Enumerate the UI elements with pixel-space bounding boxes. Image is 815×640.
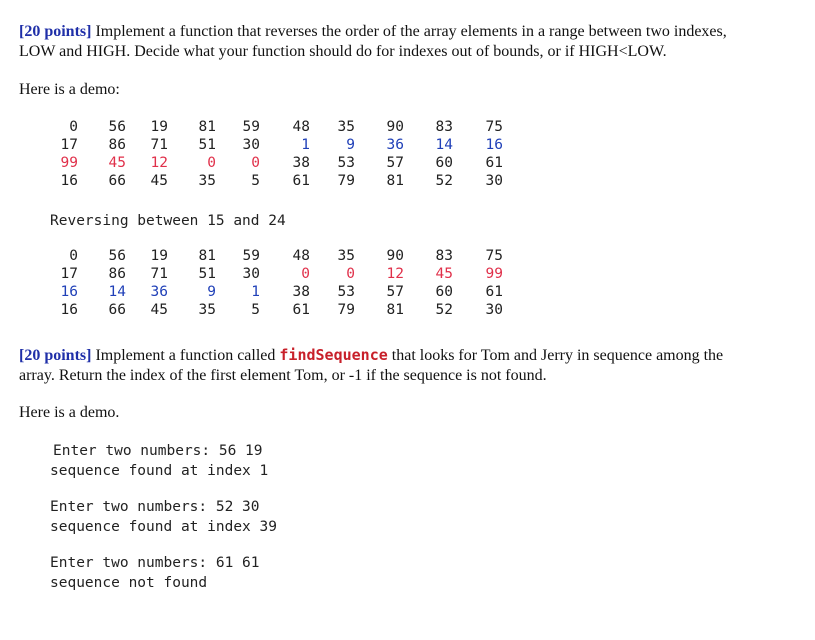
demo-line: sequence found at index 39 <box>50 519 277 535</box>
array-cell: 36 <box>386 137 404 153</box>
array-cell: 59 <box>242 248 260 264</box>
problem1-statement <box>19 22 727 62</box>
array-cell: 52 <box>435 173 453 189</box>
array-cell: 16 <box>60 173 78 189</box>
array-cell: 48 <box>292 248 310 264</box>
array-cell: 1 <box>301 137 310 153</box>
array-cell: 30 <box>242 266 260 282</box>
array-cell: 38 <box>292 284 310 300</box>
array-cell: 57 <box>386 284 404 300</box>
array-cell: 12 <box>150 155 168 171</box>
array-cell: 81 <box>386 173 404 189</box>
array-cell: 66 <box>108 173 126 189</box>
problem2-points: [20 points] <box>19 347 92 364</box>
demo-line: Enter two numbers: 61 61 <box>50 555 260 571</box>
array-cell: 75 <box>485 248 503 264</box>
array-cell: 59 <box>242 119 260 135</box>
array-cell: 45 <box>435 266 453 282</box>
array-cell: 61 <box>485 155 503 171</box>
array-cell: 12 <box>386 266 404 282</box>
array-cell: 86 <box>108 137 126 153</box>
array-cell: 53 <box>337 155 355 171</box>
array-cell: 61 <box>292 173 310 189</box>
array-cell: 19 <box>150 119 168 135</box>
array-cell: 81 <box>198 119 216 135</box>
array-cell: 56 <box>108 119 126 135</box>
array-cell: 61 <box>292 302 310 318</box>
array-cell: 56 <box>108 248 126 264</box>
array-cell: 90 <box>386 248 404 264</box>
array-cell: 0 <box>69 119 78 135</box>
demo-line: Enter two numbers: 52 30 <box>50 499 260 515</box>
array-cell: 35 <box>337 119 355 135</box>
array-cell: 83 <box>435 248 453 264</box>
problem1-text-line1: Implement a function that reverses the order of the array elements in a range between two indexes, <box>91 23 727 40</box>
array-cell: 16 <box>60 302 78 318</box>
array-cell: 5 <box>251 173 260 189</box>
array-cell: 38 <box>292 155 310 171</box>
array-cell: 99 <box>60 155 78 171</box>
problem1-text-line2: LOW and HIGH. Decide what your function should do for indexes out of bounds, or if HIGH<LOW. <box>19 43 667 60</box>
array-cell: 60 <box>435 155 453 171</box>
array-cell: 35 <box>198 302 216 318</box>
array-cell: 17 <box>60 137 78 153</box>
array-cell: 83 <box>435 119 453 135</box>
array-cell: 36 <box>150 284 168 300</box>
problem2-text-after: that looks for Tom and Jerry in sequence among the <box>387 347 724 364</box>
reversing-text: Reversing between 15 and 24 <box>50 213 286 229</box>
function-name: findSequence <box>279 346 388 364</box>
problem1-points: [20 points] <box>19 23 92 40</box>
problem2-demo-label: Here is a demo. <box>19 404 120 421</box>
array-cell: 30 <box>242 137 260 153</box>
array-cell: 0 <box>207 155 216 171</box>
array-cell: 45 <box>108 155 126 171</box>
array-cell: 57 <box>386 155 404 171</box>
array-cell: 30 <box>485 173 503 189</box>
array-cell: 51 <box>198 266 216 282</box>
array-cell: 99 <box>485 266 503 282</box>
array-cell: 66 <box>108 302 126 318</box>
array-cell: 79 <box>337 173 355 189</box>
array-cell: 45 <box>150 302 168 318</box>
array-cell: 0 <box>301 266 310 282</box>
array-cell: 0 <box>69 248 78 264</box>
array-cell: 19 <box>150 248 168 264</box>
array-cell: 75 <box>485 119 503 135</box>
array-cell: 61 <box>485 284 503 300</box>
demo-line: Enter two numbers: 56 19 <box>53 443 263 459</box>
array-cell: 5 <box>251 302 260 318</box>
array-cell: 52 <box>435 302 453 318</box>
array-cell: 0 <box>346 266 355 282</box>
array-cell: 45 <box>150 173 168 189</box>
array-cell: 17 <box>60 266 78 282</box>
array-cell: 16 <box>485 137 503 153</box>
array-cell: 90 <box>386 119 404 135</box>
array-cell: 0 <box>251 155 260 171</box>
demo-line: sequence found at index 1 <box>50 463 269 479</box>
array-cell: 30 <box>485 302 503 318</box>
array-cell: 86 <box>108 266 126 282</box>
array-cell: 9 <box>207 284 216 300</box>
array-cell: 48 <box>292 119 310 135</box>
array-cell: 35 <box>337 248 355 264</box>
array-cell: 81 <box>386 302 404 318</box>
array-cell: 1 <box>251 284 260 300</box>
array-cell: 14 <box>108 284 126 300</box>
array-cell: 53 <box>337 284 355 300</box>
array-cell: 81 <box>198 248 216 264</box>
array-cell: 79 <box>337 302 355 318</box>
problem2-text-before: Implement a function called <box>91 347 280 364</box>
problem2-statement <box>19 345 723 386</box>
array-cell: 16 <box>60 284 78 300</box>
array-cell: 14 <box>435 137 453 153</box>
array-cell: 71 <box>150 137 168 153</box>
array-cell: 35 <box>198 173 216 189</box>
problem1-demo-label: Here is a demo: <box>19 81 120 98</box>
array-cell: 71 <box>150 266 168 282</box>
demo-line: sequence not found <box>50 575 208 591</box>
array-cell: 60 <box>435 284 453 300</box>
problem2-text-line2: array. Return the index of the first element Tom, or -1 if the sequence is not found. <box>19 367 547 384</box>
array-cell: 9 <box>346 137 355 153</box>
array-cell: 51 <box>198 137 216 153</box>
